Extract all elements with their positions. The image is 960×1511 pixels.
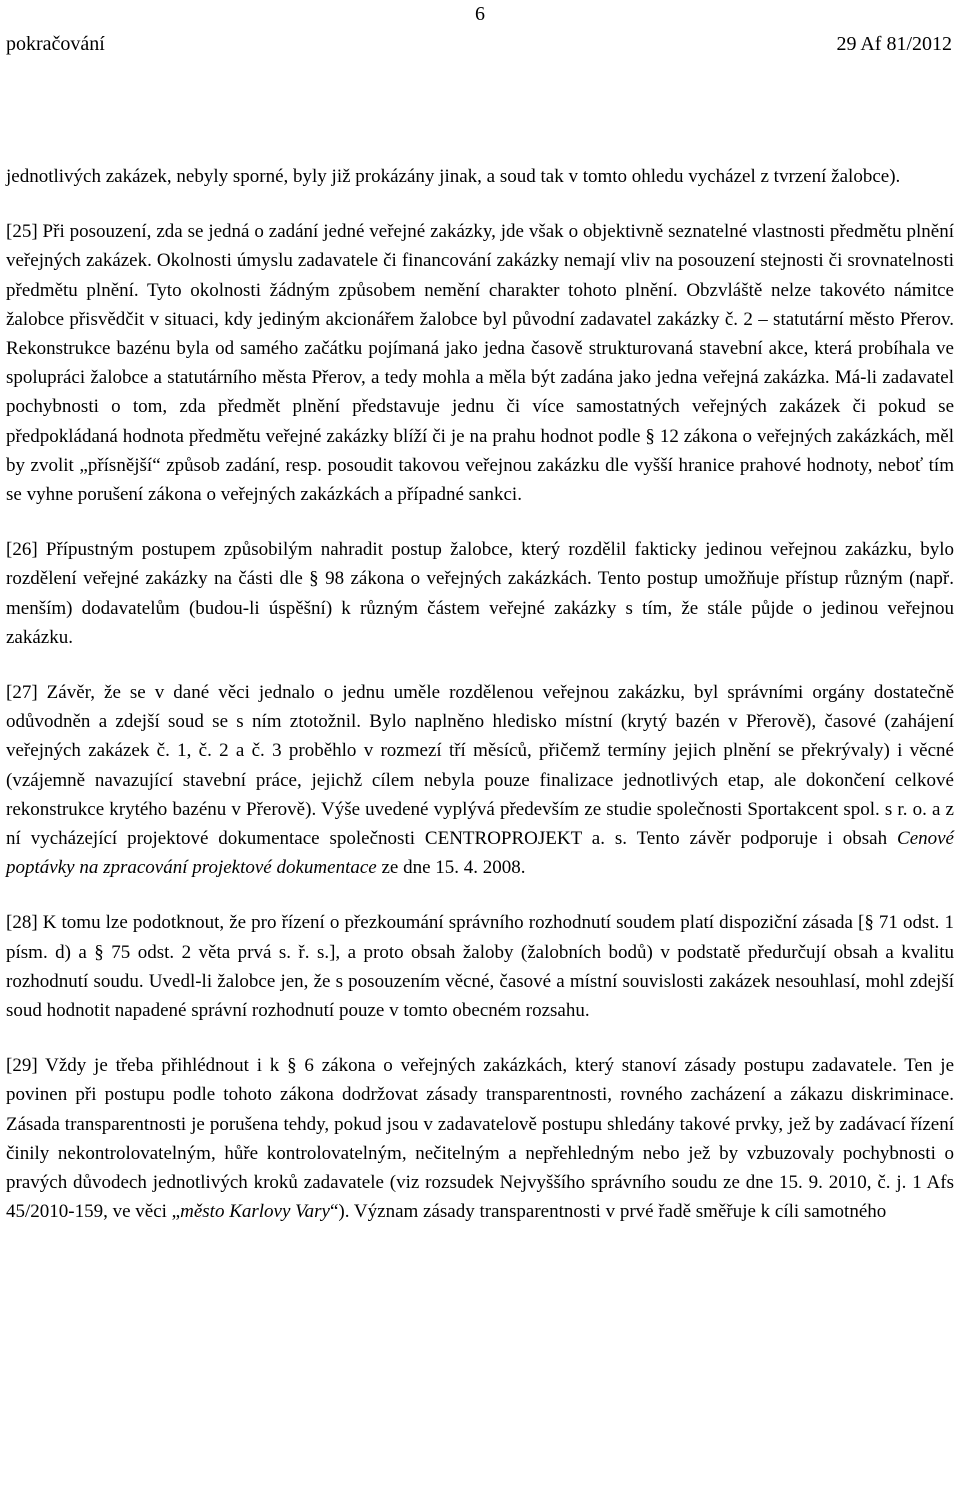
paragraph-25	[6, 217, 954, 509]
paragraph-26	[6, 535, 954, 652]
paragraph-27	[6, 678, 954, 882]
paragraph-text-end: ze dne 15. 4. 2008.	[376, 857, 526, 879]
paragraph-29	[6, 1051, 954, 1226]
paragraph-text-end: “). Význam zásady transparentnosti v prvé řadě směřuje k cíli samotného	[330, 1201, 887, 1223]
italic-document-title: Cenové poptávky na zpracování projektové dokumentace	[6, 828, 954, 879]
continuation-label: pokračování	[6, 33, 105, 55]
paragraph-text: [25] Při posouzení, zda se jedná o zadání jedné veřejné zakázky, jde však o objektivně seznatelné vlastnosti předmětu plnění veřejných zakázek. Okolnosti úmyslu zadavatele či financování zakázky nemají vliv na posouzení stejnosti či srovnatelnosti předmětu plnění. Tyto okolnosti žádným způsobem nemění charakter tohoto plnění. Obzvláště nelze takovéto námitce žalobce přisvědčit v situaci, kdy jediným akcionářem žalobce byl původní zadavatel zakázky č. 2 – statutární město Přerov. Rekonstrukce bazénu byla od samého začátku pojímaná jako jedna časově strukturovaná stavební akce, která probíhala ve spolupráci žalobce a statutárního města Přerov, a tedy mohla a měla být zadána jako jedna veřejná zakázka. Má-li zadavatel pochybnosti o tom, zda předmět plnění představuje jednu či více samostatných veřejných zakázek či pokud se předpokládaná hodnota předmětu veřejné zakázky blíží či je na prahu hodnot podle § 12 zákona o veřejných zakázkách, měl by zvolit „přísnější“ způsob zadání, resp. posoudit takovou veřejnou zakázku dle vyšší hranice prahové hodnoty, neboť tím se vyhne porušení zákona o veřejných zakázkách a případné sankci.	[6, 221, 954, 506]
page-number: 6	[475, 3, 485, 25]
case-number: 29 Af 81/2012	[836, 33, 952, 55]
paragraph-28	[6, 908, 954, 1025]
italic-case-name: město Karlovy Vary	[180, 1201, 330, 1223]
paragraph-text: [26] Přípustným postupem způsobilým nahradit postup žalobce, který rozdělil fakticky jedinou veřejnou zakázku, bylo rozdělení veřejné zakázky na části dle § 98 zákona o veřejných zakázkách. Tento postup umožňuje přístup různým (např. menším) dodavatelům (budou-li úspěšní) k různým částem veřejné zakázky s tím, že stále půjde o jedinou veřejnou zakázku.	[6, 539, 954, 648]
document-body	[6, 162, 954, 1253]
paragraph-text: jednotlivých zakázek, nebyly sporné, byly již prokázány jinak, a soud tak v tomto ohledu vycházel z tvrzení žalobce).	[6, 166, 901, 187]
paragraph-text: [29] Vždy je třeba přihlédnout i k § 6 zákona o veřejných zakázkách, který stanoví zásady postupu zadavatele. Ten je povinen při postupu podle tohoto zákona dodržovat zásady transparentnosti, rovného zacházení a zákazu diskriminace. Zásada transparentnosti je porušena tehdy, pokud jsou v zadavatelově postupu shledány takové prvky, jež by zadávací řízení činily nekontrolovatelným, hůře kontrolovatelným, nečitelným a nepřehledným nebo jež by vzbuzovaly pochybnosti o pravých důvodech jednotlivých kroků zadavatele (viz rozsudek Nejvyššího správního soudu ze dne 15. 9. 2010, č. j. 1 Afs 45/2010-159, ve věci „	[6, 1055, 954, 1223]
paragraph-text: [28] K tomu lze podotknout, že pro řízení o přezkoumání správního rozhodnutí soudem platí dispoziční zásada [§ 71 odst. 1 písm. d) a § 75 odst. 2 věta prvá s. ř. s.], a proto obsah žaloby (žalobních bodů) v podstatě předurčují obsah a kvalitu rozhodnutí soudu. Uvedl-li žalobce jen, že s posouzením věcné, časové a místní souvislosti zakázek nesouhlasí, mohl zdejší soud hodnotit napadené správní rozhodnutí pouze v tomto obecném rozsahu.	[6, 912, 954, 1022]
paragraph-continuation	[6, 162, 954, 191]
paragraph-text: [27] Závěr, že se v dané věci jednalo o jednu uměle rozdělenou veřejnou zakázku, byl správními orgány dostatečně odůvodněn a zdejší soud se s ním ztotožnil. Bylo naplněno hledisko místní (krytý bazén v Přerově), časové (zahájení veřejných zakázek č. 1, č. 2 a č. 3 proběhlo v rozmezí tří měsíců, přičemž termíny jejich plnění se překrývaly) i věcné (vzájemně navazující stavební práce, jejichž cílem nebyla pouze finalizace jednotlivých etap, ale dokončení celkové rekonstrukce krytého bazénu v Přerově). Výše uvedené vyplývá především ze studie společnosti Sportakcent spol. s r. o. a z ní vycházející projektové dokumentace společnosti CENTROPROJEKT a. s. Tento závěr podporuje i obsah	[6, 682, 954, 850]
